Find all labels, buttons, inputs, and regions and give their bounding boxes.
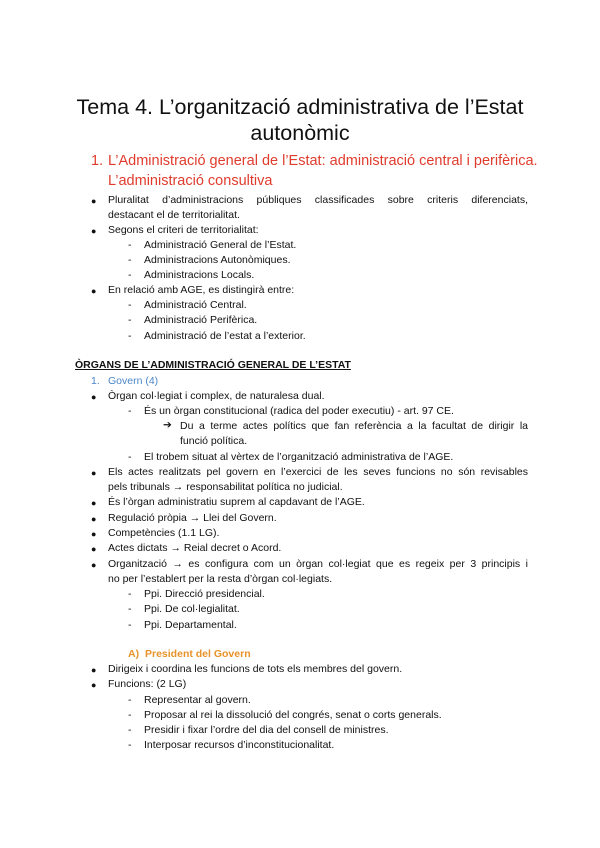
list-item: Ppi. De col·legialitat. [144,603,240,615]
list-item: Administracions Autonòmiques. [144,254,291,266]
paragraph: És l’òrgan administratiu suprem al capdavant de l’AGE. [108,496,365,508]
paragraph: Actes dictats → Reial decret o Acord. [108,542,282,554]
dash-icon: - [128,299,132,311]
arrow-item-continued: funció política. [180,435,248,447]
paragraph: Òrgan col·legiat i complex, de naturalesa dual. [108,390,325,402]
list-item: Representar al govern. [144,694,251,706]
section-heading-continued: L’administració consultiva [108,173,273,189]
list-item: El trobem situat al vèrtex de l’organització administrativa de l’AGE. [144,451,454,463]
paragraph-continued: destacant el de territorialitat. [108,209,240,221]
bullet-icon: ● [91,560,97,570]
arrow-icon: ➔ [163,419,172,431]
dash-icon: - [128,269,132,281]
paragraph: Regulació pròpia → Llei del Govern. [108,512,277,524]
paragraph: Competències (1.1 LG). [108,527,220,539]
list-item: És un òrgan constitucional (radica del poder executiu) - art. 97 CE. [144,405,454,417]
list-item: Presidir i fixar l’ordre del dia del consell de ministres. [144,724,389,736]
dash-icon: - [128,724,132,736]
dash-icon: - [128,405,132,417]
list-item: Ppi. Direcció presidencial. [144,588,265,600]
bullet-icon: ● [91,468,97,478]
paragraph-continued: no per l’establert per la resta d’òrgan col·legiats. [108,573,333,585]
bullet-icon: ● [91,665,97,675]
dash-icon: - [128,451,132,463]
bullet-icon: ● [91,392,97,402]
paragraph-continued: pels tribunals → responsabilitat política no judicial. [108,481,343,493]
dash-icon: - [128,709,132,721]
paragraph: Pluralitat d’administracions públiques classificades sobre criteris diferenciats, [108,194,528,206]
dash-icon: - [128,619,132,631]
subsection-heading-president: President del Govern [145,648,251,660]
bullet-icon: ● [91,286,97,296]
section-heading: L’Administració general de l’Estat: administració central i perifèrica. [108,153,538,169]
page-title: Tema 4. L’organització administrativa de l’Estat [76,95,524,119]
bullet-icon: ● [91,226,97,236]
list-item: Interposar recursos d’inconstitucionalitat. [144,739,335,751]
list-item: Administració de l’estat a l’exterior. [144,330,306,342]
bullet-icon: ● [91,544,97,554]
paragraph: En relació amb AGE, es distingirà entre: [108,284,295,296]
list-item: Administració General de l’Estat. [144,239,297,251]
page-title-continued: autonòmic [250,121,350,145]
list-item: Ppi. Departamental. [144,619,237,631]
subsection-heading-govern: Govern (4) [108,375,159,387]
dash-icon: - [128,694,132,706]
bullet-icon: ● [91,498,97,508]
list-item: Administració Perifèrica. [144,314,258,326]
subsection-letter: A) [128,648,140,660]
bullet-icon: ● [91,196,97,206]
bullet-icon: ● [91,680,97,690]
paragraph: Segons el criteri de territorialitat: [108,224,259,236]
dash-icon: - [128,330,132,342]
dash-icon: - [128,239,132,251]
dash-icon: - [128,588,132,600]
dash-icon: - [128,603,132,615]
section-number: 1. [91,153,104,169]
bullet-icon: ● [91,529,97,539]
paragraph: Funcions: (2 LG) [108,678,187,690]
list-item: Administració Central. [144,299,247,311]
paragraph: Els actes realitzats pel govern en l’exercici de les seves funcions no són revisables [108,466,528,478]
list-item: Administracions Locals. [144,269,255,281]
arrow-item: Du a terme actes polítics que fan referència a la facultat de dirigir la [180,420,528,432]
bullet-icon: ● [91,514,97,524]
list-item: Proposar al rei la dissolució del congrés, senat o corts generals. [144,709,442,721]
subsection-number: 1. [91,375,100,387]
paragraph: Organització → es configura com un òrgan col·legiat que es regeix per 3 principis i [108,558,528,570]
dash-icon: - [128,739,132,751]
dash-icon: - [128,314,132,326]
section-heading-organs: ÒRGANS DE L’ADMINISTRACIÓ GENERAL DE L’ESTAT [75,359,351,371]
dash-icon: - [128,254,132,266]
paragraph: Dirigeix i coordina les funcions de tots els membres del govern. [108,663,403,675]
